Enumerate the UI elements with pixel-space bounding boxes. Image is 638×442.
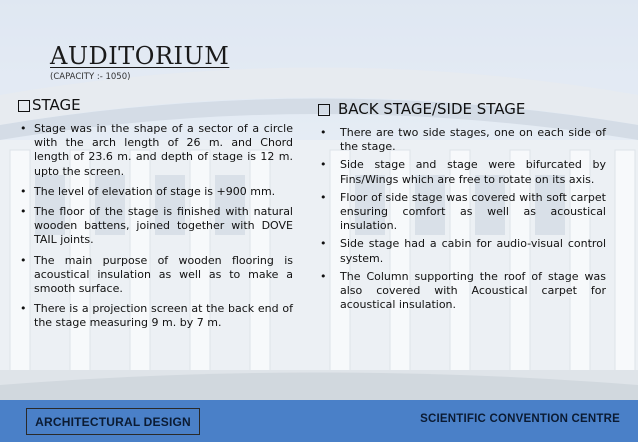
stage-heading	[18, 96, 293, 114]
list-item: • There are two side stages, one on each side of the stage.	[318, 126, 606, 154]
stage-column	[18, 96, 293, 337]
back-stage-heading	[318, 100, 606, 118]
footer-right-label: SCIENTIFIC CONVENTION CENTRE	[420, 413, 620, 425]
list-item: • The floor of the stage is finished with natural wooden battens, joined together with DOVE TAIL joints.	[18, 205, 293, 248]
list-item: • Side stage and stage were bifurcated by Fins/Wings which are free to rotate on its axis.	[318, 158, 606, 186]
back-stage-bullet-list	[318, 126, 606, 312]
list-item: • There is a projection screen at the back end of the stage measuring 9 m. by 7 m.	[18, 302, 293, 330]
checkbox-bullet-icon	[18, 100, 30, 112]
list-item: • Floor of side stage was covered with soft carpet ensuring comfort as well as acoustical insulation.	[318, 191, 606, 234]
page-title: AUDITORIUM	[50, 42, 230, 70]
back-stage-column	[318, 100, 606, 316]
list-item: • Stage was in the shape of a sector of a circle with the arch length of 26 m. and Chord length of 23.6 m. and depth of stage is 12 m. upto the screen.	[18, 122, 293, 179]
list-item: • Side stage had a cabin for audio-visual control system.	[318, 237, 606, 265]
list-item: • The Column supporting the roof of stage was also covered with Acoustical carpet for acoustical insulation.	[318, 270, 606, 313]
list-item: • The level of elevation of stage is +900 mm.	[18, 185, 293, 199]
checkbox-bullet-icon	[318, 104, 330, 116]
list-item: • The main purpose of wooden flooring is acoustical insulation as well as to make a smooth surface.	[18, 254, 293, 297]
back-stage-heading-text: BACK STAGE/SIDE STAGE	[338, 100, 526, 118]
capacity-note: (CAPACITY :- 1050)	[50, 72, 131, 82]
stage-bullet-list	[18, 122, 293, 331]
stage-heading-text: STAGE	[32, 96, 81, 114]
title-block	[50, 42, 229, 82]
footer-left-label: ARCHITECTURAL DESIGN	[26, 408, 200, 435]
